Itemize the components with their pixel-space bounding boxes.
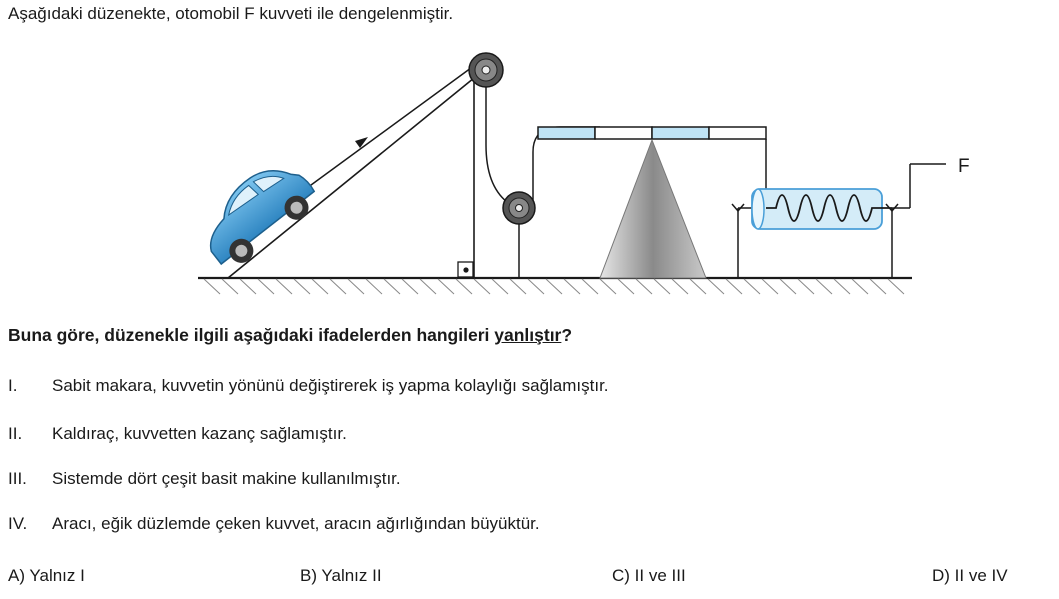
question-prefix: Buna göre, düzenekle ilgili aşağıdaki ifadelerden hangileri — [8, 325, 495, 345]
statement-number: III. — [8, 469, 27, 488]
fixed-pulley-bottom — [503, 192, 535, 224]
option-a[interactable]: A) Yalnız I — [8, 566, 85, 585]
statement-2 — [8, 424, 347, 444]
question-text — [8, 325, 572, 346]
force-label: F — [958, 156, 970, 177]
statement-3 — [8, 469, 401, 489]
statement-4 — [8, 514, 540, 534]
statement-number: IV. — [8, 514, 28, 533]
statement-text: Aracı, eğik düzlemde çeken kuvvet, aracın ağırlığından büyüktür. — [52, 514, 540, 533]
question-suffix: ? — [561, 325, 573, 345]
fulcrum — [600, 140, 706, 278]
statement-number: I. — [8, 376, 18, 395]
question-underlined: yanlıştır — [494, 325, 562, 345]
statement-1 — [8, 376, 609, 396]
arrow-icon — [355, 137, 368, 148]
statement-number: II. — [8, 424, 23, 443]
statement-text: Kaldıraç, kuvvetten kazanç sağlamıştır. — [52, 424, 347, 443]
statement-text: Sabit makara, kuvvetin yönünü değiştirerek iş yapma kolaylığı sağlamıştır. — [52, 376, 609, 395]
spring-dynamometer — [732, 164, 946, 278]
option-c[interactable]: C) II ve III — [612, 566, 686, 585]
intro-text: Aşağıdaki düzenekte, otomobil F kuvveti ile dengelenmiştir. — [8, 4, 454, 23]
option-d[interactable]: D) II ve IV — [932, 566, 1008, 585]
ground — [198, 278, 912, 294]
rope — [296, 57, 600, 278]
car — [190, 151, 323, 275]
fixed-pulley-top — [469, 53, 503, 87]
statement-text: Sistemde dört çeşit basit makine kullanılmıştır. — [52, 469, 401, 488]
option-b[interactable]: B) Yalnız II — [300, 566, 382, 585]
